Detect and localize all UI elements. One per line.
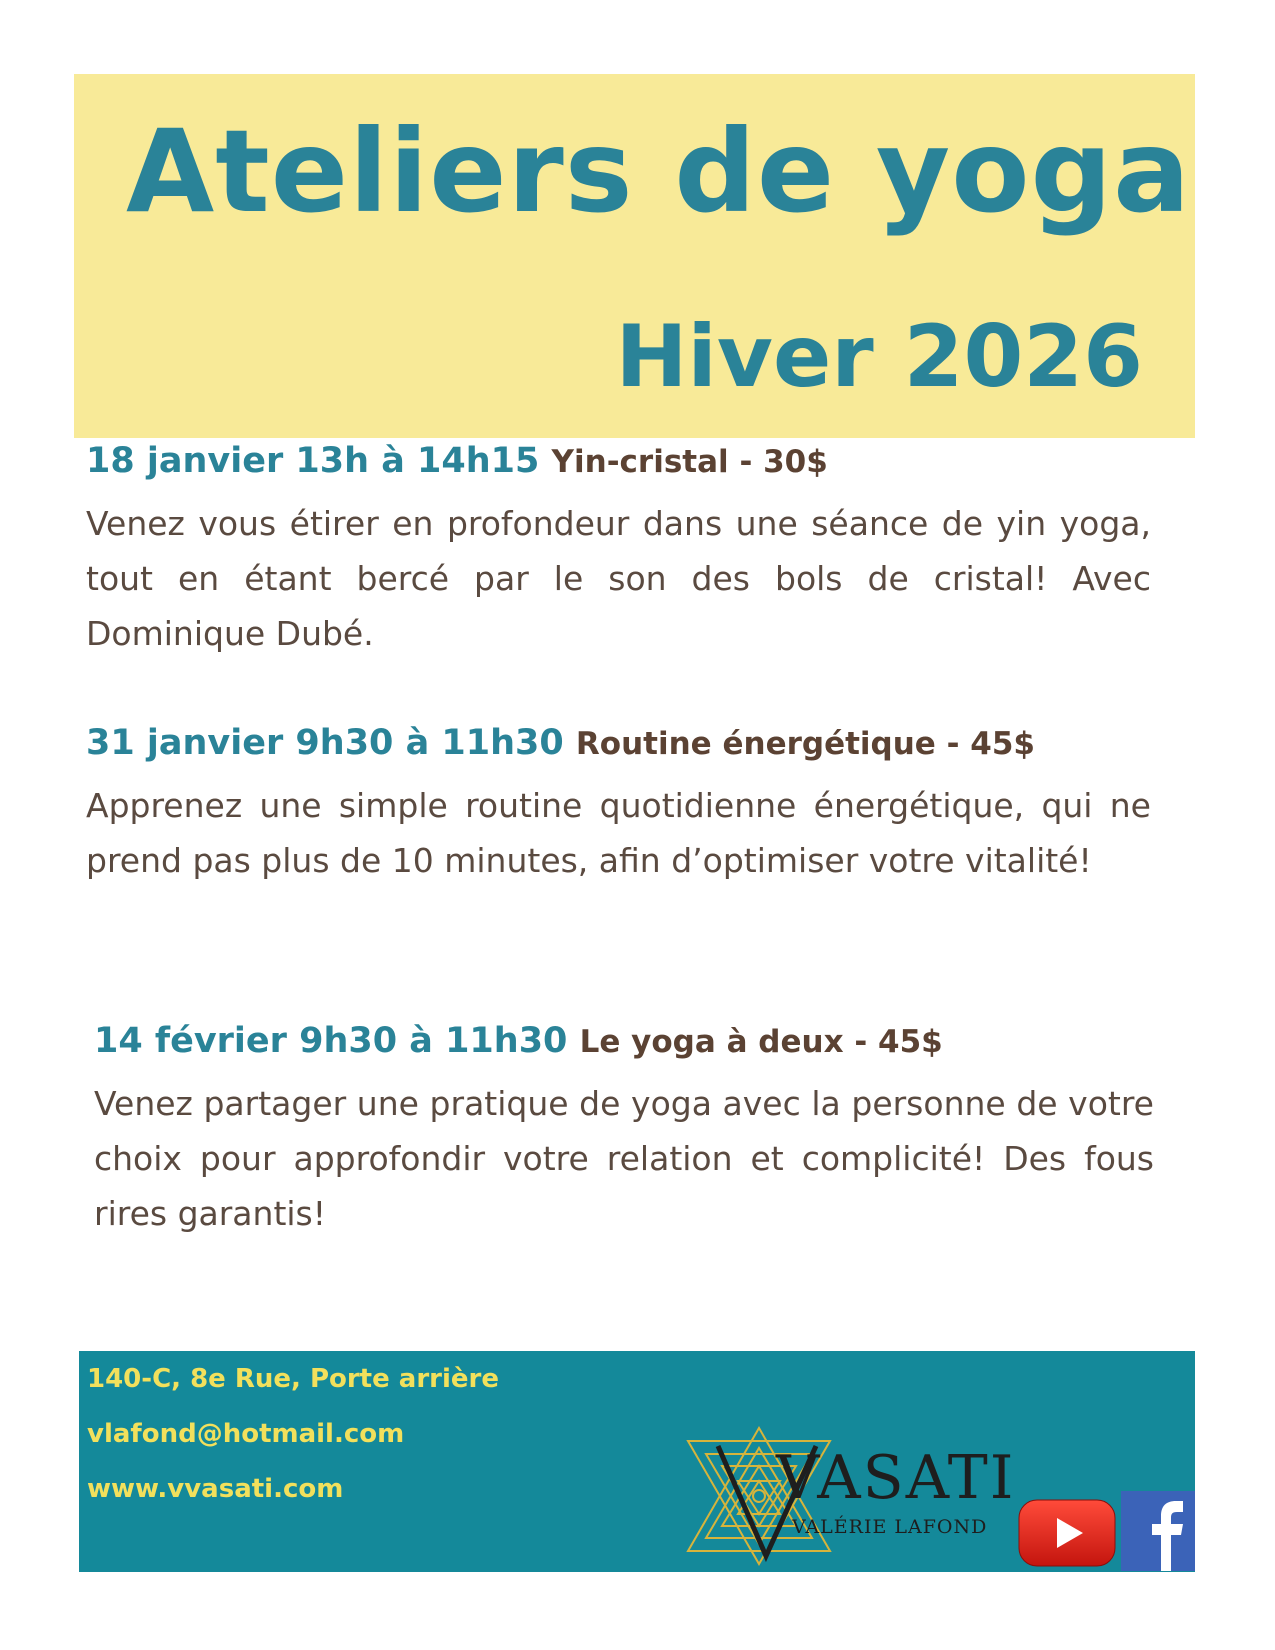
workshop-name: Le yoga à deux - 45$ [579,1024,943,1060]
header-banner [74,74,1195,438]
youtube-icon[interactable] [1017,1498,1117,1568]
website-link[interactable]: www.vvasati.com [87,1474,344,1504]
workshop-description: Venez vous étirer en profondeur dans une séance de yin yoga, tout en étant bercé par le son des bols de cristal! Avec Dominique Dubé. [86,504,1151,653]
logo-subtitle: VALÉRIE LAFOND [792,1516,988,1538]
address-text: 140-C, 8e Rue, Porte arrière [87,1364,499,1394]
workshop-name: Routine énergétique - 45$ [575,726,1035,762]
workshop-date: 14 février 9h30 à 11h30 [94,1021,568,1061]
workshop-heading [86,440,1151,482]
email-link[interactable]: vlafond@hotmail.com [87,1419,405,1449]
workshop-description: Apprenez une simple routine quotidienne énergétique, qui ne prend pas plus de 10 minutes, afin d’optimiser votre vitalité! [86,786,1151,880]
workshop-item [86,440,1151,661]
workshop-heading [86,722,1151,764]
workshop-item [86,722,1151,888]
workshop-description: Venez partager une pratique de yoga avec la personne de votre choix pour approfondir votre relation et complicité! Des fous rires garantis! [94,1084,1154,1233]
workshop-name: Yin-cristal - 30$ [551,444,828,480]
page-title: Ateliers de yoga [126,105,1192,238]
workshop-date: 18 janvier 13h à 14h15 [86,441,540,481]
workshop-heading [94,1020,1154,1062]
workshop-date: 31 janvier 9h30 à 11h30 [86,723,564,763]
page-subtitle: Hiver 2026 [615,307,1143,407]
contact-footer [79,1351,1195,1572]
vasati-logo [684,1426,1016,1566]
workshop-item [94,1020,1154,1241]
logo-wordmark: VASATI [776,1443,1016,1513]
facebook-icon[interactable] [1121,1491,1195,1571]
